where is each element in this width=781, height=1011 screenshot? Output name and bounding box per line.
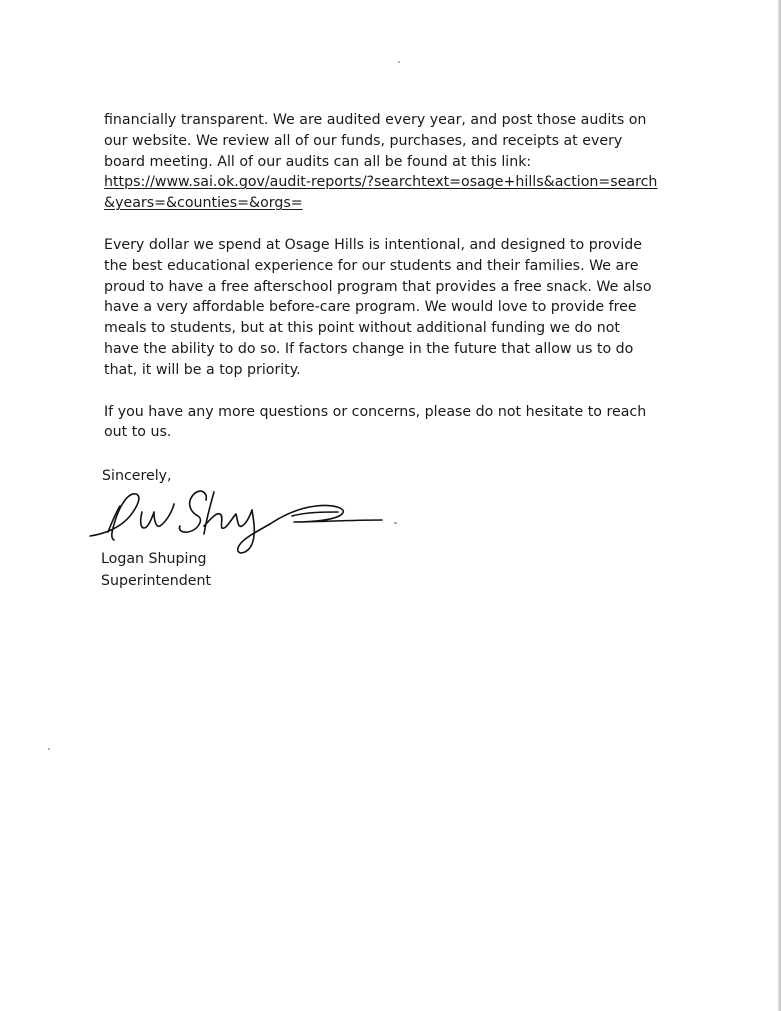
scan-speck: [398, 61, 400, 63]
signature-stroke: [204, 510, 252, 528]
signature-stroke: [141, 504, 174, 528]
body-line: proud to have a free afterschool program that provides a free snack. We also: [104, 278, 652, 295]
body-line: our website. We review all of our funds, purchases, and receipts at every: [104, 132, 623, 149]
body-line: board meeting. All of our audits can all be found at this link:: [104, 153, 532, 170]
body-line: Every dollar we spend at Osage Hills is intentional, and designed to provide: [104, 236, 643, 253]
signature-stroke: [270, 505, 382, 524]
signature-stroke: [238, 510, 270, 553]
paragraph-spending: [104, 235, 684, 381]
body-line: meals to students, but at this point without additional funding we do not: [104, 320, 620, 337]
scan-speck: [394, 522, 397, 524]
body-line: that, it will be a top priority.: [104, 361, 301, 378]
body-line: have the ability to do so. If factors change in the future that allow us to do: [104, 340, 634, 357]
signature-stroke: [204, 492, 214, 534]
paragraph-contact: [104, 402, 684, 444]
signature-stroke: [292, 512, 338, 516]
body-line: the best educational experience for our students and their families. We are: [104, 257, 639, 274]
body-line: out to us.: [104, 424, 172, 441]
signer-name: Logan Shuping: [101, 551, 207, 567]
signer-title: Superintendent: [101, 572, 212, 589]
scan-speck: [48, 748, 50, 750]
body-line: have a very affordable before-care program. We would love to provide free: [104, 299, 637, 316]
letter-body: [104, 110, 684, 464]
closing-salutation: Sincerely,: [102, 468, 172, 484]
body-line: financially transparent. We are audited every year, and post those audits on: [104, 112, 647, 128]
paragraph-audits: [104, 110, 684, 214]
audit-reports-link[interactable]: https://www.sai.ok.gov/audit-reports/?searchtext=osage+hills&action=search: [104, 174, 658, 191]
signer-block: [101, 549, 211, 592]
audit-reports-link-continued[interactable]: &years=&counties=&orgs=: [104, 195, 303, 212]
body-line: If you have any more questions or concerns, please do not hesitate to reach: [104, 403, 647, 420]
signature-stroke: [179, 491, 206, 532]
